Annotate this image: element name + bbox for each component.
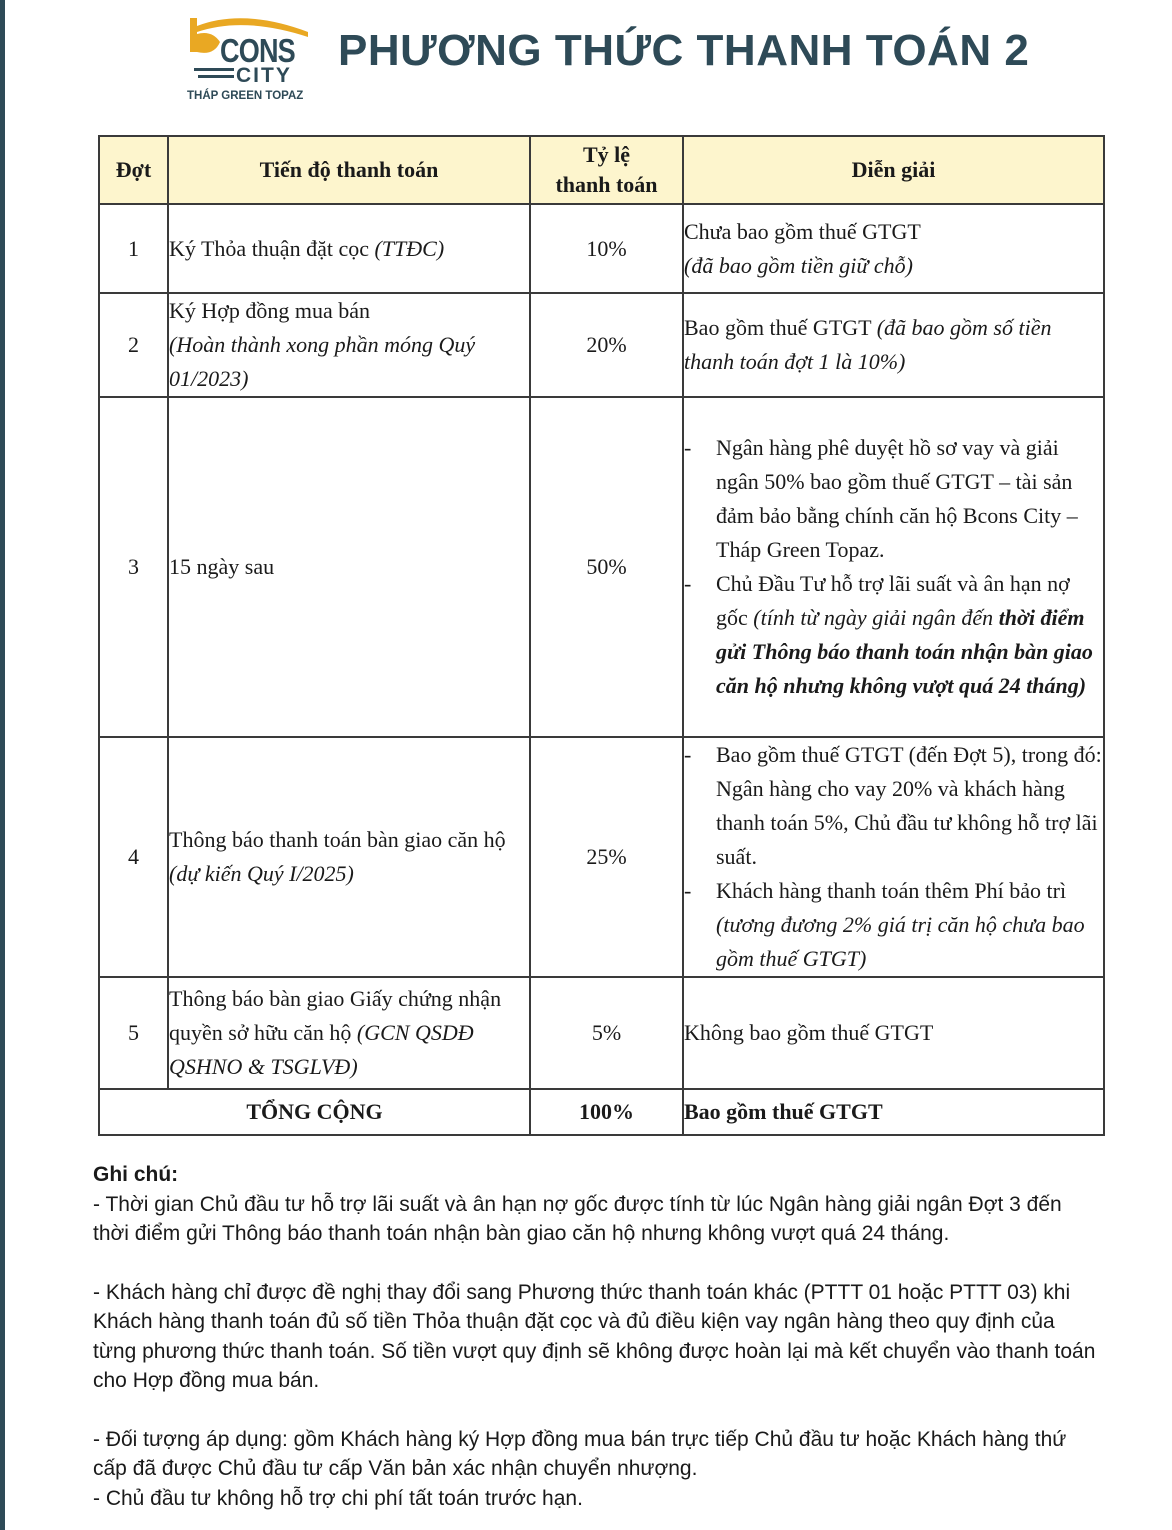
header-dot: Đợt	[99, 136, 168, 204]
logo-subtitle: THÁP GREEN TOPAZ	[187, 90, 304, 102]
header-rate-line2: thanh toán	[555, 172, 658, 197]
row-progress	[168, 977, 530, 1089]
progress-text: Thông báo thanh toán bàn giao căn hộ	[169, 827, 506, 852]
note-item: - Đối tượng áp dụng: gồm Khách hàng ký Hợp đồng mua bán trực tiếp Chủ đầu tư hoặc Khách hàng thứ cấp đã được Chủ đầu tư cấp Văn bản xác nhận chuyển nhượng.	[93, 1427, 1067, 1480]
header-rate-line1: Tỷ lệ	[582, 142, 631, 167]
desc-item-text: Khách hàng thanh toán thêm Phí bảo trì	[716, 878, 1067, 903]
row-desc	[683, 397, 1104, 737]
left-edge-rule	[0, 0, 5, 1530]
progress-text: Thông báo bàn giao Giấy chứng nhận quyền sở hữu căn hộ	[169, 986, 502, 1045]
total-desc: Bao gồm thuế GTGT	[683, 1089, 1104, 1135]
progress-text: Ký Hợp đồng mua bán	[169, 298, 371, 323]
desc-list	[684, 431, 1103, 703]
logo-cons-text: CONS	[220, 32, 295, 69]
note-item: - Thời gian Chủ đầu tư hỗ trợ lãi suất và ân hạn nợ gốc được tính từ lúc Ngân hàng giải ngân Đợt 3 đến thời điểm gửi Thông báo thanh toán nhận bàn giao căn hộ nhưng không vượt quá 24 tháng.	[93, 1192, 1062, 1245]
progress-text: Ký Thỏa thuận đặt cọc	[169, 235, 369, 261]
header-progress: Tiến độ thanh toán	[168, 136, 530, 204]
note-item: - Khách hàng chỉ được đề nghị thay đổi sang Phương thức thanh toán khác (PTTT 01 hoặc PTTT 03) khi Khách hàng thanh toán đủ số tiền Thỏa thuận đặt cọc và đủ điều kiện vay ngân hàng theo quy định của từng phương thức thanh toán. Số tiền vượt quy định sẽ không được hoàn lại mà kết chuyển vào thanh toán cho Hợp đồng mua bán.	[93, 1280, 1096, 1392]
bcons-city-logo	[184, 12, 314, 104]
row-progress	[168, 293, 530, 397]
row-progress: 15 ngày sau	[168, 397, 530, 737]
row-desc	[683, 293, 1104, 397]
row-rate: 10%	[530, 204, 683, 293]
desc-note: (đã bao gồm số tiền thanh toán đợt 1 là 10%)	[684, 315, 1052, 374]
table-header-row	[99, 136, 1104, 204]
desc-list-item	[684, 567, 1103, 703]
row-number: 3	[99, 397, 168, 737]
note-item: - Chủ đầu tư không hỗ trợ chi phí tất toán trước hạn.	[93, 1486, 583, 1510]
row-number: 2	[99, 293, 168, 397]
row-rate: 20%	[530, 293, 683, 397]
notes-title: Ghi chú:	[93, 1163, 179, 1186]
table-row	[99, 397, 1104, 737]
notes-section	[93, 1160, 1103, 1513]
row-progress	[168, 204, 530, 293]
desc-list-item: - Bao gồm thuế GTGT (đến Đợt 5), trong đó: Ngân hàng cho vay 20% và khách hàng thanh toán 5%, Chủ đầu tư không hỗ trợ lãi suất.	[684, 738, 1103, 874]
progress-note: (dự kiến Quý I/2025)	[169, 861, 354, 886]
desc-item-bold-italic: thời điểm gửi Thông báo thanh toán nhận bàn giao căn hộ nhưng không vượt quá 24 tháng)	[716, 605, 1093, 698]
row-number: 4	[99, 737, 168, 977]
row-rate: 25%	[530, 737, 683, 977]
desc-item-italic: (tính từ ngày giải ngân đến	[753, 605, 994, 630]
desc-item-italic: (tương đương 2% giá trị căn hộ chưa bao gồm thuế GTGT)	[716, 912, 1085, 971]
desc-list-item: - Ngân hàng phê duyệt hồ sơ vay và giải ngân 50% bao gồm thuế GTGT – tài sản đảm bảo bằng chính căn hộ Bcons City – Tháp Green Topaz.	[684, 431, 1103, 567]
table-row	[99, 737, 1104, 977]
progress-note: (Hoàn thành xong phần móng Quý 01/2023)	[169, 332, 476, 391]
desc-text: Chưa bao gồm thuế GTGT	[684, 218, 921, 244]
row-rate: 5%	[530, 977, 683, 1089]
table-row	[99, 293, 1104, 397]
payment-schedule-table	[98, 135, 1105, 1136]
table-row	[99, 204, 1104, 293]
row-progress	[168, 737, 530, 977]
header-rate	[530, 136, 683, 204]
table-row	[99, 977, 1104, 1089]
row-desc: Không bao gồm thuế GTGT	[683, 977, 1104, 1089]
row-number: 1	[99, 204, 168, 293]
desc-text: Bao gồm thuế GTGT	[684, 315, 872, 340]
page-title: PHƯƠNG THỨC THANH TOÁN 2	[338, 26, 1030, 75]
row-rate: 50%	[530, 397, 683, 737]
desc-list-item	[684, 874, 1103, 976]
row-desc	[683, 204, 1104, 293]
total-label: TỔNG CỘNG	[99, 1089, 530, 1135]
total-rate: 100%	[530, 1089, 683, 1135]
progress-note: (TTĐC)	[374, 235, 445, 261]
header-desc: Diễn giải	[683, 136, 1104, 204]
row-desc	[683, 737, 1104, 977]
progress-note: (GCN QSDĐ QSHNO & TSGLVĐ)	[169, 1020, 474, 1079]
logo-city-text: CITY	[236, 64, 292, 87]
total-row	[99, 1089, 1104, 1135]
row-number: 5	[99, 977, 168, 1089]
desc-item-text: Chủ Đầu Tư hỗ trợ lãi suất và ân hạn nợ gốc	[716, 571, 1070, 630]
desc-note: (đã bao gồm tiền giữ chỗ)	[684, 252, 913, 278]
desc-list	[684, 738, 1103, 976]
